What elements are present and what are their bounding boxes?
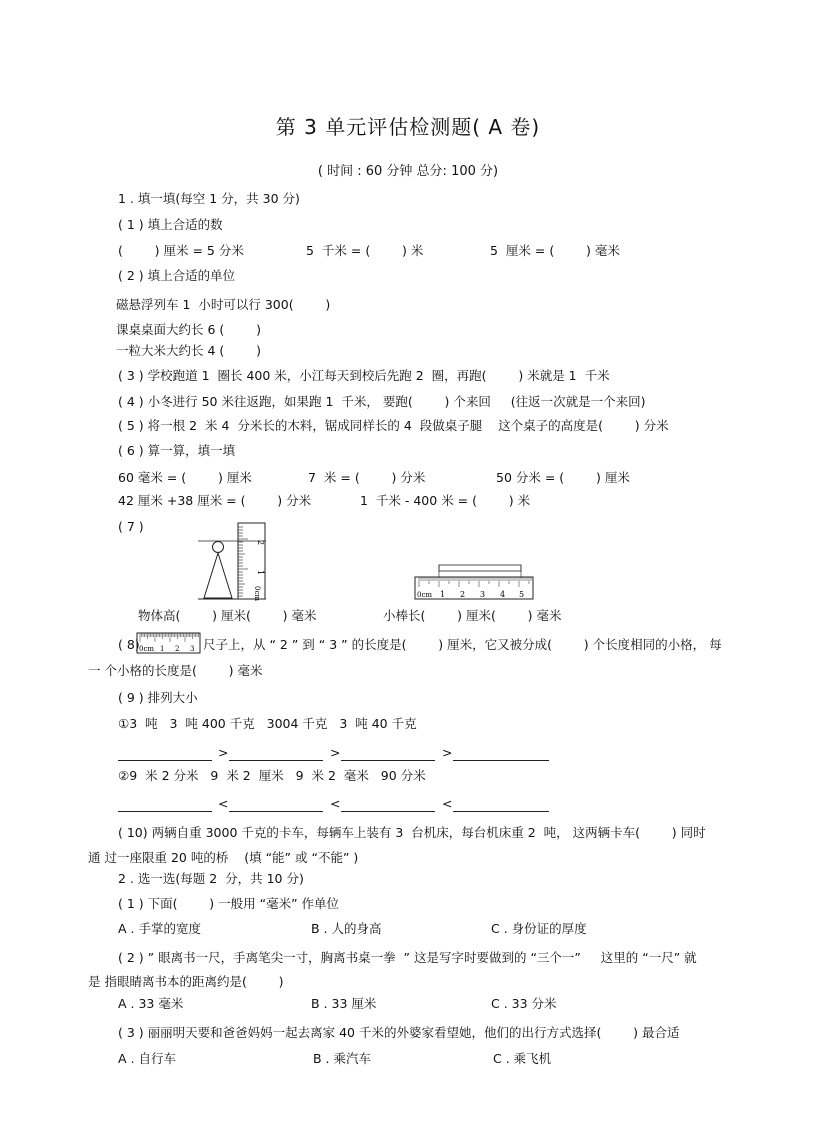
choice-q3-option-b[interactable]: B . 乘汽车	[313, 1051, 371, 1066]
choice-q1-option-b[interactable]: B . 人的身高	[311, 921, 382, 936]
choice-q1-option-c[interactable]: C . 身份证的厚度	[491, 921, 587, 936]
page-title: 第 3 单元评估检测题( A 卷)	[275, 115, 541, 139]
stick-length-figure	[414, 564, 536, 602]
q2-item-b: 课桌桌面大约长 6 ( )	[116, 322, 261, 337]
choice-q2-text-cont: 是 指眼睛离书本的距离约是( )	[88, 974, 284, 989]
q2-item-c: 一粒大米大约长 4 ( )	[116, 343, 261, 358]
cone-ball	[213, 542, 224, 553]
ruler-b-label-4: 4	[500, 590, 506, 599]
ruler-b-label-5: 5	[519, 590, 525, 599]
ruler-a-label-zero: 0cm	[253, 586, 261, 602]
choice-q2-option-a[interactable]: A . 33 毫米	[118, 996, 184, 1011]
ruler-c-label-0: 0cm	[139, 645, 155, 653]
q10-text-cont: 通 过一座限重 20 吨的桥 (填 “能” 或 “不能” )	[88, 850, 359, 865]
section-2-heading: 2 . 选一选(每题 2 分，共 10 分)	[118, 871, 304, 886]
q7-label: ( 7 )	[118, 519, 144, 534]
choice-q1-text: ( 1 ) 下面( ) 一般用 “毫米” 作单位	[118, 896, 340, 911]
answer-blank[interactable]	[229, 760, 323, 761]
cone-shape	[204, 553, 232, 598]
q1-item-c: 5 厘米 = ( ) 毫米	[490, 243, 620, 258]
ruler-c-label-2: 2	[175, 645, 180, 653]
q1-heading: ( 1 ) 填上合适的数	[118, 217, 223, 232]
q6-heading: ( 6 ) 算一算，填一填	[118, 443, 236, 458]
q7-item-a: 物体高( ) 厘米( ) 毫米	[138, 608, 317, 623]
section-1-heading: 1 . 填一填(每空 1 分，共 30 分)	[118, 191, 300, 206]
choice-q3-option-a[interactable]: A . 自行车	[118, 1051, 176, 1066]
answer-blank[interactable]	[341, 760, 435, 761]
less-than-sign: <	[218, 796, 229, 811]
q8-text: 尺子上，从 “ 2 ” 到 “ 3 ” 的长度是( ) 厘米，它又被分成( ) 个长度相同的小格， 每	[203, 637, 722, 652]
choice-q2-text: ( 2 ) ” 眼离书一尺，手离笔尖一寸，胸离书桌一拳 ” 这是写字时要做到的 “三个一” 这里的 “一尺” 就	[118, 950, 697, 965]
greater-than-sign: >	[218, 745, 229, 760]
object-height-figure	[196, 520, 270, 602]
q7-item-b: 小棒长( ) 厘米( ) 毫米	[383, 608, 562, 623]
choice-q2-option-b[interactable]: B . 33 厘米	[311, 996, 377, 1011]
q3-text: ( 3 ) 学校跑道 1 圈长 400 米，小江每天到校后先跑 2 圈，再跑( ) 米就是 1 千米	[118, 368, 610, 383]
answer-blank[interactable]	[118, 760, 212, 761]
q1-item-b: 5 千米 = ( ) 米	[306, 243, 424, 258]
ruler-a-label-mid: 1	[256, 570, 265, 576]
ruler-a-label-top: 2	[256, 540, 265, 546]
horizontal-ruler	[415, 577, 533, 599]
q5-text: ( 5 ) 将一根 2 米 4 分米长的木料，锯成同样长的 4 段做桌子腿 这个桌子的高度是( ) 分米	[118, 418, 669, 433]
small-ruler-figure	[136, 632, 202, 654]
ruler-b-label-3: 3	[480, 590, 486, 599]
q8-label: ( 8)	[118, 637, 140, 652]
ruler-c-label-3: 3	[190, 645, 195, 653]
q9-row-2: ②9 米 2 分米 9 米 2 厘米 9 米 2 毫米 90 分米	[118, 768, 426, 783]
greater-than-sign: >	[330, 745, 341, 760]
ruler-b-label-2: 2	[460, 590, 466, 599]
q10-text: ( 10) 两辆自重 3000 千克的卡车，每辆车上装有 3 台机床，每台机床重 2 吨， 这两辆卡车( ) 同时	[118, 825, 706, 840]
q1-item-a: ( ) 厘米 = 5 分米	[118, 243, 244, 258]
answer-blank[interactable]	[341, 811, 435, 812]
q6-item-c: 50 分米 = ( ) 厘米	[496, 470, 630, 485]
choice-q2-option-c[interactable]: C . 33 分米	[491, 996, 557, 1011]
stick	[439, 565, 521, 571]
page-subtitle: ( 时间 : 60 分钟 总分: 100 分)	[317, 164, 499, 179]
choice-q3-option-c[interactable]: C . 乘飞机	[493, 1051, 552, 1066]
ruler-c-label-1: 1	[160, 645, 165, 653]
answer-blank[interactable]	[229, 811, 323, 812]
ruler-b-label-0: 0cm	[417, 591, 433, 599]
q2-heading: ( 2 ) 填上合适的单位	[118, 268, 236, 283]
answer-blank[interactable]	[453, 811, 549, 812]
less-than-sign: <	[442, 796, 453, 811]
greater-than-sign: >	[442, 745, 453, 760]
q9-row-1: ①3 吨 3 吨 400 千克 3004 千克 3 吨 40 千克	[118, 716, 417, 731]
q6-item-e: 1 千米 - 400 米 = ( ) 米	[360, 493, 531, 508]
less-than-sign: <	[330, 796, 341, 811]
choice-q3-text: ( 3 ) 丽丽明天要和爸爸妈妈一起去离家 40 千米的外婆家看望她，他们的出行方式选择( ) 最合适	[118, 1025, 680, 1040]
q6-item-b: 7 米 = ( ) 分米	[308, 470, 426, 485]
q6-item-d: 42 厘米 +38 厘米 = ( ) 分米	[118, 493, 312, 508]
answer-blank[interactable]	[118, 811, 212, 812]
q2-item-a: 磁悬浮列车 1 小时可以行 300( )	[116, 297, 331, 312]
choice-q1-option-a[interactable]: A . 手掌的宽度	[118, 921, 201, 936]
answer-blank[interactable]	[453, 760, 549, 761]
q6-item-a: 60 毫米 = ( ) 厘米	[118, 470, 252, 485]
q8-text-cont: 一 个小格的长度是( ) 毫米	[88, 663, 263, 678]
q9-heading: ( 9 ) 排列大小	[118, 690, 198, 705]
q4-text: ( 4 ) 小冬进行 50 米往返跑，如果跑 1 千米， 要跑( ) 个来回 (往返一次就是一个来回)	[118, 394, 646, 409]
ruler-b-label-1: 1	[440, 590, 446, 599]
